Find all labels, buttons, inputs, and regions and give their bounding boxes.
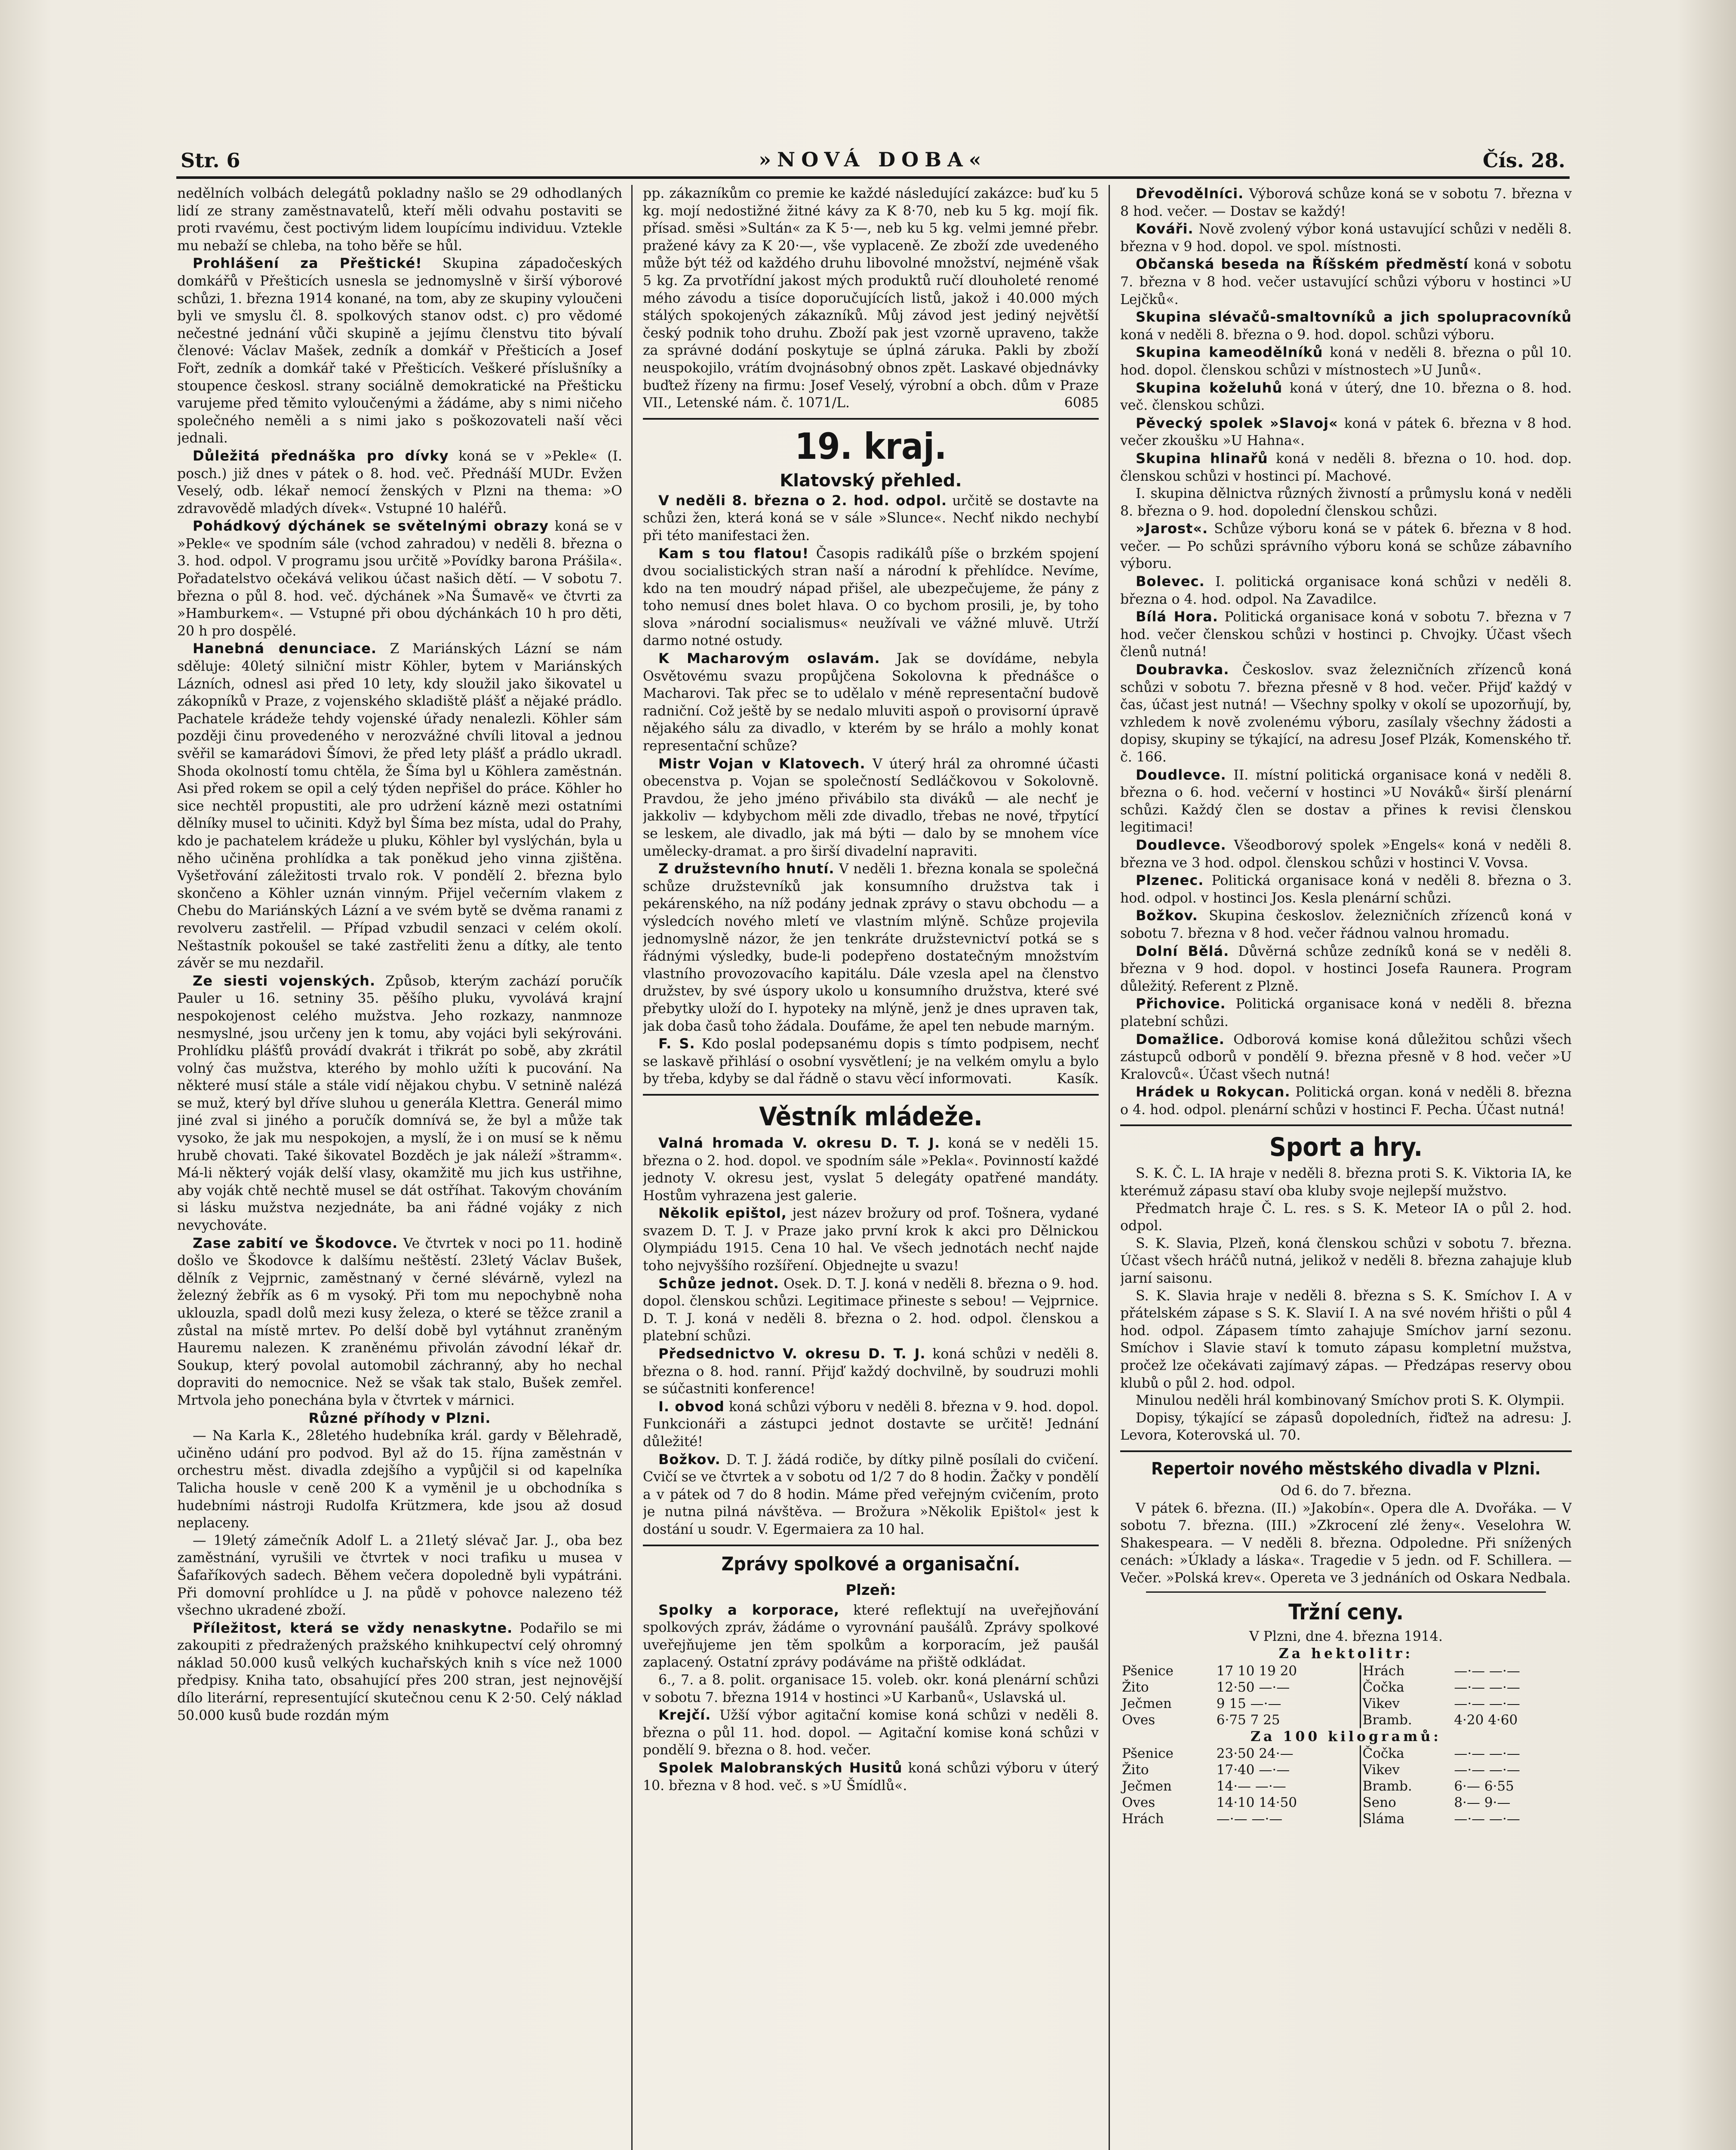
commodity-name: Oves: [1122, 1712, 1155, 1728]
sport-item: S. K. Slavia, Plzeň, koná členskou schůzi v sobotu 7. března. Účast všech hráčů nutná, jelikož v neděli 8. března zahajuje klub jarní saisonu.: [1120, 1235, 1572, 1287]
section-rule: [1120, 1124, 1572, 1126]
item-heading: Prohlášení za Přeštické!: [193, 255, 422, 272]
commodity-name: Oves: [1122, 1795, 1155, 1811]
notice-item: [1120, 520, 1572, 573]
item-text: koná se v neděli 15. března o 2. hod. dopol. ve spodním sále »Pekla«. Povinností každé jednoty V. okresu jest, vyslat 5 delegáty opatřené mandáty. Hostům vyhrazena jest galerie.: [643, 1135, 1099, 1204]
news-item: [643, 1451, 1099, 1539]
item-heading: Doudlevce.: [1136, 836, 1226, 853]
item-heading: Božkov.: [1136, 907, 1198, 924]
news-item: [643, 755, 1099, 860]
news-item: [177, 255, 622, 447]
kraj-news-list: [643, 492, 1099, 1088]
commodity-price: —·— —·—: [1454, 1762, 1520, 1778]
notice-item: [1120, 1031, 1572, 1084]
market-row: [1120, 1762, 1572, 1778]
notice-item: [1120, 485, 1572, 520]
news-item: [643, 1204, 1099, 1275]
mladez-news-list: [643, 1134, 1099, 1539]
commodity-price: 17·40 —·—: [1216, 1762, 1290, 1778]
item-heading: Kováři.: [1136, 221, 1194, 237]
news-item: [643, 545, 1099, 650]
news-item: [643, 1706, 1099, 1759]
item-heading: Hrádek u Rokycan.: [1136, 1084, 1290, 1100]
commodity-price: 6·— 6·55: [1454, 1778, 1514, 1794]
market-row: [1120, 1778, 1572, 1794]
item-text: Důvěrná schůze zedníků koná se v neděli 8. března v 9 hod. dopol. v hostinci Josefa Raunera. Program důležitý. Referent z Plzně.: [1120, 943, 1572, 994]
notice-item: [1120, 573, 1572, 608]
item-heading: Dolní Bělá.: [1136, 943, 1229, 959]
item-text: 6., 7. a 8. polit. organisace 15. voleb. okr. koná plenární schůzi v sobotu 7. března 1914 v hostinci »U Karbanů«, Uslavská ul.: [643, 1672, 1099, 1705]
news-item: [177, 185, 622, 255]
section-rule: [643, 1545, 1099, 1546]
notice-item: [1120, 344, 1572, 379]
theatre-program: V pátek 6. března. (II.) »Jakobín«. Opera dle A. Dvořáka. — V sobotu 7. března. (III.) »Zkrocení zlé ženy«. Veselohra W. Shakespeara. — V neděli 8. března. Odpoledne. Při snížených cenách: »Úklady a láska«. Tragedie v 5 jedn. od F. Schillera. — Večer. »Polská krev«. Opereta ve 3 jednáních od Oskara Nedbala.: [1120, 1500, 1572, 1586]
association-notices: [1120, 185, 1572, 1118]
item-heading: Z družstevního hnutí.: [658, 860, 835, 877]
news-item: [643, 1759, 1099, 1794]
item-text: — 19letý zámečník Adolf L. a 21letý slévač Jar. J., oba bez zaměstnání, vyrušili ve čtvrtek v noci trafiku u musea v Šafaříkových sadech. Během večera dopoledně byli vypátráni. Při domovní prohlídce u J. na půdě v pohovce nalezeno též všechno ukradené zboží.: [177, 1533, 622, 1619]
notice-item: [1120, 836, 1572, 872]
market-heading: Tržní ceny.: [1288, 1599, 1404, 1625]
commodity-price: 14·10 14·50: [1216, 1795, 1297, 1811]
item-text: Z Mariánských Lázní se nám sděluje: 40letý silniční mistr Köhler, bytem v Mariánských Lázních, odnesl asi před 10 lety, kdy sloužil jako šikovatel u zákopníků v Praze, z vojenského skladiště plášť a nějaké prádlo. Pachatele krádeže tehdy vojenské úřady nenalezli. Köhler sám později činu provedeného v nerozvážné chvíli litoval a jednou svěřil se kamarádovi Šímovi, že před lety plášť a prádlo ukradl. Shoda okolností tomu chtěla, že Šíma byl u Köhlera zaměstnán. Asi před rokem se opil a celý týden nepřišel do práce. Köhler ho sice nechtěl propustiti, ale pro udržení kázně mezi ostatními dělníky musel to učiniti. Když byl Šíma bez místa, udal do Prahy, kdo je pachatelem krádeže u pluku, Köhler byl vyslýchán, byla u něho učiněna prohlídka a tak poněkud jeho vinna zjištěna. Vyšetřování záležitosti trvalo rok. V pondělí 2. března bylo skončeno a Köhler uznán vinným. Přijel večerním vlakem z Chebu do Mariánských Lázní a ve svém bytě se dvěma ranami z revolveru zastřelil. — Případ vzbudil senzaci v celém okolí. Neštastník pokoušel se také zastřeliti ženu a dítky, ale tento závěr se mu nezdařil.: [177, 641, 622, 971]
sport-item: Minulou neděli hrál kombinovaný Smíchov proti S. K. Olympii.: [1136, 1393, 1565, 1409]
commodity-price: 8·— 9·—: [1454, 1795, 1511, 1811]
commodity-name: Hrách: [1122, 1811, 1164, 1827]
item-text: I. politická organisace koná schůzi v neděli 8. března o 4. hod. odpol. Na Zavadilce.: [1120, 574, 1572, 607]
item-text: Politická organisace koná v neděli 8. března o 3. hod. odpol. v hostinci Jos. Kesla plenární schůzi.: [1120, 873, 1572, 906]
news-item: [643, 860, 1099, 1035]
ad-number: 6085: [1064, 395, 1099, 411]
commodity-price: 9 15 —·—: [1216, 1695, 1281, 1711]
section-rule: [1120, 1450, 1572, 1452]
market-row: [1120, 1695, 1572, 1712]
item-text: Schůze výboru koná se v pátek 6. března v 8 hod. večer. — Po schůzi správního výboru koná se schůze zábavního výboru.: [1120, 521, 1572, 572]
item-text: Politická organisace koná v sobotu 7. března v 7 hod. večer členskou schůzi v hostinci p. Chvojky. Účast všech členů nutná!: [1120, 609, 1572, 660]
news-item: [177, 640, 622, 972]
item-heading: »Jarost«.: [1136, 520, 1208, 537]
item-heading: V neděli 8. března o 2. hod. odpol.: [658, 492, 947, 509]
news-item: [643, 1671, 1099, 1706]
notice-item: [1120, 907, 1572, 942]
item-text: V neděli 1. března konala se společná schůze družstevníků jak konsumního družstva tak i pekárenského, na níž podány jednak zprávy o stavu obchodu — a výsledcích nového mletí ve vlastním mlýně. Schůze projevila jednomyslně názor, že jen tenkráte družstevnictví potká se s řádnými výsledky, bude-li podepřeno dostatečným množstvím vlastního provozovacího kapitálu. Dále vzesla apel na členstvo družstev, by své úspory ukolo u konsumního družstva, které své přebytky uloží do I. hypoteky na mlýně, jenž je dnes upraven tak, jak doba časů toho žádala. Doufáme, že apel ten nebude marným.: [643, 861, 1099, 1034]
commodity-price: 6·75 7 25: [1216, 1712, 1280, 1728]
news-item: [643, 1345, 1099, 1398]
item-heading: Spolek Malobranských Husitů: [658, 1759, 903, 1776]
sport-item: S. K. Č. L. IA hraje v neděli 8. března proti S. K. Viktoria IA, ke kterémuž zápasu staví oba kluby svoje nejlepší mužstvo.: [1120, 1166, 1572, 1199]
news-item: [643, 1275, 1099, 1345]
notice-item: [1120, 415, 1572, 450]
spolky-news-list: [643, 1601, 1099, 1795]
notice-item: [1120, 379, 1572, 415]
market-place-date: V Plzni, dne 4. března 1914.: [1249, 1628, 1443, 1644]
notice-item: [1120, 185, 1572, 220]
commodity-name: Hrách: [1360, 1663, 1452, 1679]
item-heading: Skupina hlinařů: [1136, 450, 1268, 467]
item-heading: Kam s tou flatou!: [658, 545, 809, 562]
item-text: — Na Karla K., 28letého hudebníka král. gardy v Bělehradě, učiněno udání pro podvod. Byl až do 15. října zaměstnán v orchestru měst. divadla zdejšího a vypůjčil si od kapelníka Talicha housle v ceně 200 K a vyměnil je u obchodníka s hudebními nástroji Rudolfa Krützmera, kde jsou až dosud neplaceny.: [177, 1428, 622, 1531]
item-text: které reflektují na uveřejňování spolkových zpráv, žádáme o vyrovnání paušálů. Zprávy spolkové uveřejňujeme jen těm spolkům a korporacím, jež paušál zaplacený. Ostatní zprávy podáváme na přiště odkládat.: [643, 1602, 1099, 1671]
item-heading: Spolky a korporace,: [658, 1601, 840, 1618]
item-text: koná v úterý, dne 10. března o 8. hod. več. členskou schůzi.: [1120, 380, 1572, 414]
sport-item: Dopisy, týkající se zápasů dopoledních, řiďtež na adresu: J. Levora, Koterovská ul. 70.: [1120, 1410, 1572, 1444]
item-heading: Skupina kameodělníků: [1136, 344, 1323, 361]
item-heading: F. S.: [658, 1035, 695, 1052]
commodity-name: Žito: [1122, 1679, 1149, 1695]
item-heading: Několik epištol,: [658, 1205, 787, 1222]
commodity-name: Bramb.: [1360, 1778, 1452, 1794]
market-kg-heading: Za 100 kilogramů:: [1251, 1728, 1441, 1745]
market-hectolitre-table: [1120, 1663, 1572, 1728]
item-text: Výborová schůze koná se v sobotu 7. března v 8 hod. večer. — Dostav se každý!: [1120, 186, 1572, 219]
market-row: [1120, 1745, 1572, 1762]
commodity-price: —·— —·—: [1216, 1811, 1283, 1827]
notice-item: [1120, 308, 1572, 344]
item-heading: Božkov.: [658, 1451, 721, 1468]
commodity-price: —·— —·—: [1454, 1695, 1520, 1711]
page-header: [176, 142, 1570, 179]
section-rule: [643, 418, 1099, 420]
item-text: Kdo poslal podepsanému dopis s tímto podpisem, nechť se laskavě přihlásí o osobní vysvětlení; je na velkém omylu a bylo by třeba, kdyby se dal řádně o stavu věcí informovati.: [643, 1036, 1099, 1087]
commodity-name: Ječmen: [1122, 1778, 1172, 1794]
section-rule: [1146, 1591, 1546, 1593]
commodity-price: —·— —·—: [1454, 1746, 1520, 1762]
item-heading: Bílá Hora.: [1136, 608, 1218, 625]
item-heading: Občanská beseda na Říšském předměstí: [1136, 256, 1469, 273]
item-text: koná se v »Pekle« (I. posch.) již dnes v pátek o 8. hod. več. Přednáší MUDr. Evžen Veselý, odb. lékař nemocí ženských v Plzni na thema: »O zdravovědě mladých dívek«. Vstupné 10 haléřů.: [177, 448, 622, 516]
commodity-name: Vikev: [1360, 1695, 1452, 1712]
commodity-name: Sláma: [1360, 1811, 1452, 1827]
item-text: koná schůzi v neděli 8. března o 8. hod. ranní. Přijď každý dochvilně, by soudruzi mohli se súčastniti konference!: [643, 1346, 1099, 1397]
item-heading: Doudlevce.: [1136, 766, 1226, 783]
commodity-name: Bramb.: [1360, 1712, 1452, 1728]
market-row: [1120, 1679, 1572, 1695]
commodity-name: Ječmen: [1122, 1695, 1172, 1711]
news-item: [177, 1410, 622, 1428]
news-item: [177, 447, 622, 517]
market-kg-table: [1120, 1745, 1572, 1827]
item-heading: I. obvod: [658, 1398, 725, 1415]
column-2: [643, 185, 1099, 2150]
notice-item: [1120, 995, 1572, 1030]
news-item: [177, 1427, 622, 1532]
theatre-heading: Repertoir nového městského divadla v Plzni.: [1151, 1459, 1541, 1479]
notice-item: [1120, 661, 1572, 766]
commodity-price: 4·20 4·60: [1454, 1712, 1518, 1728]
item-heading: Důležitá přednáška pro dívky: [193, 447, 449, 464]
item-heading: Předsednictvo V. okresu D. T. J.: [658, 1345, 926, 1362]
item-heading: Zase zabití ve Škodovce.: [193, 1235, 398, 1251]
theatre-dates: Od 6. do 7. března.: [1280, 1483, 1412, 1499]
notice-item: [1120, 766, 1572, 836]
item-text: Podařilo se mi zakoupiti z předražených pražského knihkupectví celý ohromný náklad 50.000 kusů velkých kuchařských knih s více než 1000 předpisy. Kniha tato, obsahující přes 200 stran, jest nejnovější dílo literární, representující skutečnou cenu K 2·50. Celý náklad 50.000 kusů bude rozdán mým: [177, 1620, 622, 1723]
item-text: koná v sobotu 7. března v 8 hod. večer ustavující schůzi výboru v hostinci »U Lejčků«.: [1120, 257, 1572, 307]
news-item: [643, 492, 1099, 545]
news-item: [643, 1035, 1099, 1088]
commodity-name: Čočka: [1360, 1745, 1452, 1762]
item-text: koná schůzi výboru v neděli 8. března v 9. hod. dopol. Funkcionáři a zástupci jednot dostavte se určitě! Jednání důležité!: [643, 1399, 1099, 1450]
item-text: koná v pátek 6. března v 8 hod. večer zkoušku »U Hahna«.: [1120, 415, 1572, 449]
item-text: koná v neděli 8. března o půl 10. hod. dopol. členskou schůzi v místnostech »U Junů«.: [1120, 345, 1572, 378]
commodity-name: Pšenice: [1122, 1746, 1174, 1762]
commodity-price: —·— —·—: [1454, 1663, 1520, 1679]
commodity-name: Čočka: [1360, 1679, 1452, 1695]
spolky-heading: Zprávy spolkové a organisační.: [721, 1553, 1020, 1575]
commodity-name: Žito: [1122, 1762, 1149, 1778]
sport-item: Předmatch hraje Č. L. res. s S. K. Meteor IA o půl 2. hod. odpol.: [1120, 1201, 1572, 1234]
item-text: Nově zvolený výbor koná ustavující schůzi v neděli 8. března v 9 hod. dopol. ve spol. místnosti.: [1120, 221, 1572, 255]
page-number: Str. 6: [181, 149, 240, 172]
news-item: [643, 1134, 1099, 1204]
market-row: [1120, 1663, 1572, 1679]
news-item: [177, 517, 622, 640]
item-text: Jak se dovídáme, nebyla Osvětovému svazu propůjčena Sokolovna k přednášce o Macharovi. Tak přec se to udělalo v méně representační budově radniční. Což ještě by se nedalo mluviti aspoň o provisorní úpravě nějakého sálu za divadlo, v kterém by se hrálo a mohly konat representační schůze?: [643, 651, 1099, 754]
commodity-price: —·— —·—: [1454, 1811, 1520, 1827]
notice-item: [1120, 1083, 1572, 1118]
item-text: koná schůzi výboru v úterý 10. března v 8 hod. več. s »U Šmídlů«.: [643, 1760, 1099, 1794]
notice-item: [1120, 450, 1572, 485]
market-hectolitre-heading: Za hektolitr:: [1278, 1646, 1413, 1662]
item-heading: Domažlice.: [1136, 1031, 1225, 1047]
item-text: Politická organisace koná v neděli 8. března platební schůzi.: [1120, 996, 1572, 1029]
item-heading: Doubravka.: [1136, 661, 1229, 678]
notice-item: [1120, 255, 1572, 308]
item-text: Všeodborový spolek »Engels« koná v neděli 8. března ve 3 hod. odpol. členskou schůzi v hostinci V. Vovsa.: [1120, 837, 1572, 871]
column-divider: [631, 185, 633, 2150]
commodity-name: Vikev: [1360, 1762, 1452, 1778]
news-item: [643, 1601, 1099, 1671]
commodity-name: Seno: [1360, 1794, 1452, 1811]
news-item: [177, 1619, 622, 1725]
commodity-price: —·— —·—: [1454, 1679, 1520, 1695]
market-row: [1120, 1794, 1572, 1811]
sport-item: S. K. Slavia hraje v neděli 8. března s S. K. Smíchov I. A v přátelském zápase s S. K. Slavií I. A na své novém hřišti o půl 4 hod. odpol. Zápasem tímto zahajuje Smíchov jarní sezonu. Smíchov i Slavie staví k tomuto zápasu kompletní mužstva, pročež lze očekávati zajímavý zápas. — Předzápas reservy obou klubů o půl 2. hod. odpol.: [1120, 1288, 1572, 1391]
item-heading: Schůze jednot.: [658, 1275, 779, 1292]
item-text: Skupina západočeských domkářů v Přešticích usnesla se jednomyslně v širší výborové schůzi, 1. března 1914 konané, na tom, aby ze skupiny vyloučeni byli ve smyslu čl. 8. spolkových stanov odst. c) pro vědomé nečestné jednání vůči skupině a jejímu členstvu tito bývalí členové: Václav Mašek, zedník a domkář v Přešticích a Josef Fořt, zedník a domkář také v Přešticích. Veškeré příslušníky a stoupence českosl. strany sociálně demokratické na Přešticku varujeme před těmito vyloučenými a žádáme, aby s nimi ničeho společného neměli a s nimi jako s poškozovateli naší věci jednali.: [177, 256, 622, 446]
item-text: Odborová komise koná důležitou schůzi všech zástupců odborů v pondělí 9. března přesně v 8 hod. večer »U Kralovců«. Účast všech nutná!: [1120, 1032, 1572, 1082]
item-heading: Hanebná denunciace.: [193, 640, 377, 657]
item-heading: Bolevec.: [1136, 573, 1205, 590]
item-heading: Příležitost, která se vždy nenaskytne.: [193, 1619, 513, 1636]
market-row: [1120, 1811, 1572, 1827]
notice-item: [1120, 608, 1572, 661]
coffee-advertisement: pp. zákazníkům co premie ke každé následující zakázce: buď ku 5 kg. mojí nedostižné žitné kávy za K 8·70, neb ku 5 kg. mojí fik. přísad. směsi »Sultán« za K 5·—, neb ku 5 kg. velmi jemné přebr. pražené kávy za K 20·—, vše vyplaceně. Ze zboží zde uvedeného může být též od každého druhu libovolné množství, nejméně však 5 kg. Za prvotřídní jakost mých produktů ručí dlouholeté renomé mého závodu a tisíce doporučujících listů, jakož i 40.000 mých stálých spokojených zákazníků. Můj závod jest jediný největší český podnik toho druhu. Zboží pak jest vzorně upraveno, takže za správné dodání poskytuje se úplná záruka. Pakli by zboží neuspokojilo, vrátím dvojnásobný obnos zpět. Laskavé objednávky buďtež řízeny na firmu: Josef Veselý, výrobní a obch. dům v Praze VII., Letenské nám. č. 1071/L. 6085: [643, 185, 1099, 412]
item-heading: Skupina koželuhů: [1136, 379, 1283, 396]
item-text: Užší výbor agitační komise koná schůzi v neděli 8. března o půl 11. hod. dopol. — Agitační komise koná schůzi v pondělí 9. března o 8. hod. večer.: [643, 1708, 1099, 1758]
commodity-price: 17 10 19 20: [1216, 1663, 1297, 1679]
item-text: Skupina českoslov. železničních zřízenců koná v sobotu 7. března v 8 hod. večer řádnou valnou hromadu.: [1120, 908, 1572, 941]
item-text: Ve čtvrtek v noci po 11. hodině došlo ve Škodovce k dalšímu neštěstí. 23letý Václav Bušek, dělník z Vejprnic, zaměstnaný v černé slévárně, vylezl na železný žebřík as 6 m vysoký. Při tom mu nepochybně noha uklouzla, spadl dolů mezi kusy železa, o které se těžce zranil a zůstal na místě mrtev. Po delší době byl vytáhnut zraněným Hauremu nalezen. K zraněnému přivolán závodní lékař dr. Soukup, který povolal automobil záchranný, aby ho nechal dopraviti do nemocnice. Než se však tak stalo, Bušek zemřel. Mrtvola jeho ponechána byla v čtvrtek v márnici.: [177, 1235, 622, 1408]
item-heading: K Macharovým oslavám.: [658, 650, 880, 667]
spolky-subheading: Plzeň:: [845, 1581, 896, 1599]
news-item: [177, 972, 622, 1235]
column-3: [1120, 185, 1572, 2150]
item-heading: Ze siesti vojenských.: [193, 972, 376, 989]
item-heading: Krejčí.: [658, 1707, 711, 1723]
market-row: [1120, 1712, 1572, 1728]
section-rule: [643, 1094, 1099, 1096]
item-text: nedělních volbách delegátů pokladny našlo se 29 odhodlaných lidí ze strany zaměstnavatelů, kteří měli odvahu postaviti se proti rvavému, čest poctivým lidem loupícímu individuu. Vztekle mu nebaží se chleba, na toho běře se hůl.: [177, 186, 622, 254]
item-text: Časopis radikálů píše o brzkém spojení dvou socialistických stran naší a národní k přehlídce. Nevíme, kdo na ten moudrý nápad přišel, ale ubezpečujeme, že pány z toho nemusí dnes bolet hlava. O co bychom prosili, je, by toho slova »národní socialismus« neužívali ve vážné mluvě. Utrží darmo notné ostudy.: [643, 546, 1099, 649]
notice-item: [1120, 872, 1572, 907]
sport-heading: Sport a hry.: [1269, 1132, 1423, 1163]
news-item: [177, 1532, 622, 1619]
item-text: jest název brožury od prof. Tošnera, vydané svazem D. T. J. v Praze jako první krok k akci pro Dělnickou Olympiádu 1915. Cena 10 hal. Ve všech jednotách nechť najde toho nejvyššího rozšíření. Objednejte u svazu!: [643, 1206, 1099, 1274]
item-heading: Valná hromada V. okresu D. T. J.: [658, 1134, 940, 1151]
item-text: I. skupina dělnictva různých živností a průmyslu koná v neděli 8. března o 9. hod. dopolední členskou schůzi.: [1120, 486, 1572, 519]
item-text: Politická organ. koná v neděli 8. března o 4. hod. odpol. plenární schůzi v hostinci F. Pecha. Účast nutná!: [1120, 1084, 1572, 1118]
item-heading: Přichovice.: [1136, 995, 1226, 1012]
item-text: koná v neděli 8. března o 9. hod. dopol. schůzi výboru.: [1120, 327, 1495, 343]
item-heading: Plzenec.: [1136, 872, 1204, 889]
item-text: koná se v »Pekle« ve spodním sále (vchod zahradou) v neděli 8. března o 3. hod. odpol. V programu jsou určitě »Povídky barona Prášila«. Pořadatelstvo očekává velikou účast našich dětí. — V sobotu 7. března o půl 8. hod. več. dýchánek »Na Šumavě« ve čtvrti za »Hamburkem«. — Vstupné při obou dýchánkách 10 h pro děti, 20 h pro dospělé.: [177, 519, 622, 639]
newspaper-title: »NOVÁ DOBA«: [759, 148, 987, 171]
item-text: koná v neděli 8. března o 10. hod. dop. členskou schůzi v hostinci pí. Machové.: [1120, 451, 1572, 484]
item-heading: Pohádkový dýchánek se světelnými obrazy: [193, 518, 549, 534]
commodity-price: 23·50 24·—: [1216, 1746, 1294, 1762]
mladez-heading: Věstník mládeže.: [759, 1101, 983, 1132]
item-text: II. místní politická organisace koná v neděli 8. března o 6. hod. večerní v hostinci »U Nováků« širší plenární schůzi. Každý člen se dostav a přines k revisi členskou legitimaci!: [1120, 767, 1572, 835]
issue-number: Čís. 28.: [1482, 149, 1565, 172]
commodity-price: 14·— —·—: [1216, 1778, 1286, 1794]
item-text: Osek. D. T. J. koná v neděli 8. března o 9. hod. dopol. členskou schůzi. Legitimace přineste s sebou! — Vejprnice. D. T. J. koná v neděli 8. března o 2. hod. odpol. členskou a platební schůzi.: [643, 1276, 1099, 1344]
column-divider: [1109, 185, 1110, 2150]
item-heading: Dřevodělníci.: [1136, 185, 1244, 202]
item-heading: Různé příhody v Plzni.: [308, 1410, 491, 1426]
kraj-heading: 19. kraj.: [795, 425, 947, 467]
item-heading: Skupina slévačů-smaltovníků a jich spolupracovníků: [1136, 309, 1572, 326]
item-text: Způsob, kterým zachází poručík Pauler u 16. setniny 35. pěšího pluku, vyvolává krajní nespokojenost celého mužstva. Jeho rozkazy, nanmnoze nesmyslné, jsou určeny jen k tomu, aby vojáci byli sekýrováni. Prohlídku plášťů provádí dvakrát i třikrát po sobě, aby zkrátil volný čas mužstva, kterého by mohlo užíti k pucování. Na některé musí stále a stále vidí nějakou chybu. V setnině nalézá se muž, který byl dříve sluhou u generála Klettra. Generál mimo jiné zval si jiného a poručík domnívá se, že byl a může tak vysoko, že jak mu nespokojen, a myslí, že i on musí se k němu hrubě chovati. Také šikovatel Bozděch je jak náleží »štramm«. Má-li některý voják delší vlasy, okamžitě mu jich kus ustřihne, aby voják chtě nechtě musel se dát ostříhat. Takovým chováním si lásku mužstva nezjednáte, ba ani řádné vojáky z nich nevychováte.: [177, 973, 622, 1234]
column-1: [177, 185, 622, 2150]
item-text: Českoslov. svaz železničních zřízenců koná schůzi v sobotu 7. března přesně v 8 hod. večer. Přijď každý v čas, účast jest nutná! — Všechny spolky v okolí se upozorňují, by, vzhledem k nově zvolenému výboru, zasílaly všechny žádosti a dopisy, skupiny se týkající, na adresu Josef Plzák, Komenského tř. č. 166.: [1120, 662, 1572, 765]
sport-news-list: [1120, 1165, 1572, 1444]
notice-item: [1120, 220, 1572, 255]
commodity-price: 12·50 —·—: [1216, 1679, 1290, 1695]
notice-item: [1120, 943, 1572, 995]
item-heading: Pěvecký spolek »Slavoj«: [1136, 415, 1338, 431]
item-text: určitě se dostavte na schůzi žen, která koná se v sále »Slunce«. Nechť nikdo nechybí při této manifestaci žen.: [643, 493, 1099, 544]
commodity-name: Pšenice: [1122, 1663, 1174, 1679]
item-text: V úterý hrál za ohromné účasti obecenstva p. Vojan se společností Sedláčkovou v Sokolovně. Pravdou, že jeho jméno přivábilo sta diváků — ale nechť je jakkoliv — kdybychom měli zde divadlo, třebas ne nové, třpytící se leskem, ale divadlo, jak má býti — dalo by se mnohem více umělecky-dramat. a pro širší divadelní napraviti.: [643, 756, 1099, 859]
item-text: D. T. J. žádá rodiče, by dítky pilně posílali do cvičení. Cvičí se ve čtvrtek a v sobotu od 1/2 7 do 8 hodin. Žačky v pondělí a v pátek od 7 do 8 hodin. Máme před veřejným cvičením, proto je nutna pilná návštěva. — Brožura »Několik Epištol« jest k dostání u soudr. V. Egermaiera za 10 hal.: [643, 1452, 1099, 1537]
item-heading: Mistr Vojan v Klatovech.: [658, 755, 866, 772]
news-item: [177, 1235, 622, 1410]
news-item: [643, 1398, 1099, 1451]
news-item: [643, 650, 1099, 755]
signature: Kasík.: [1057, 1071, 1099, 1087]
kraj-subheading: Klatovský přehled.: [780, 470, 962, 491]
